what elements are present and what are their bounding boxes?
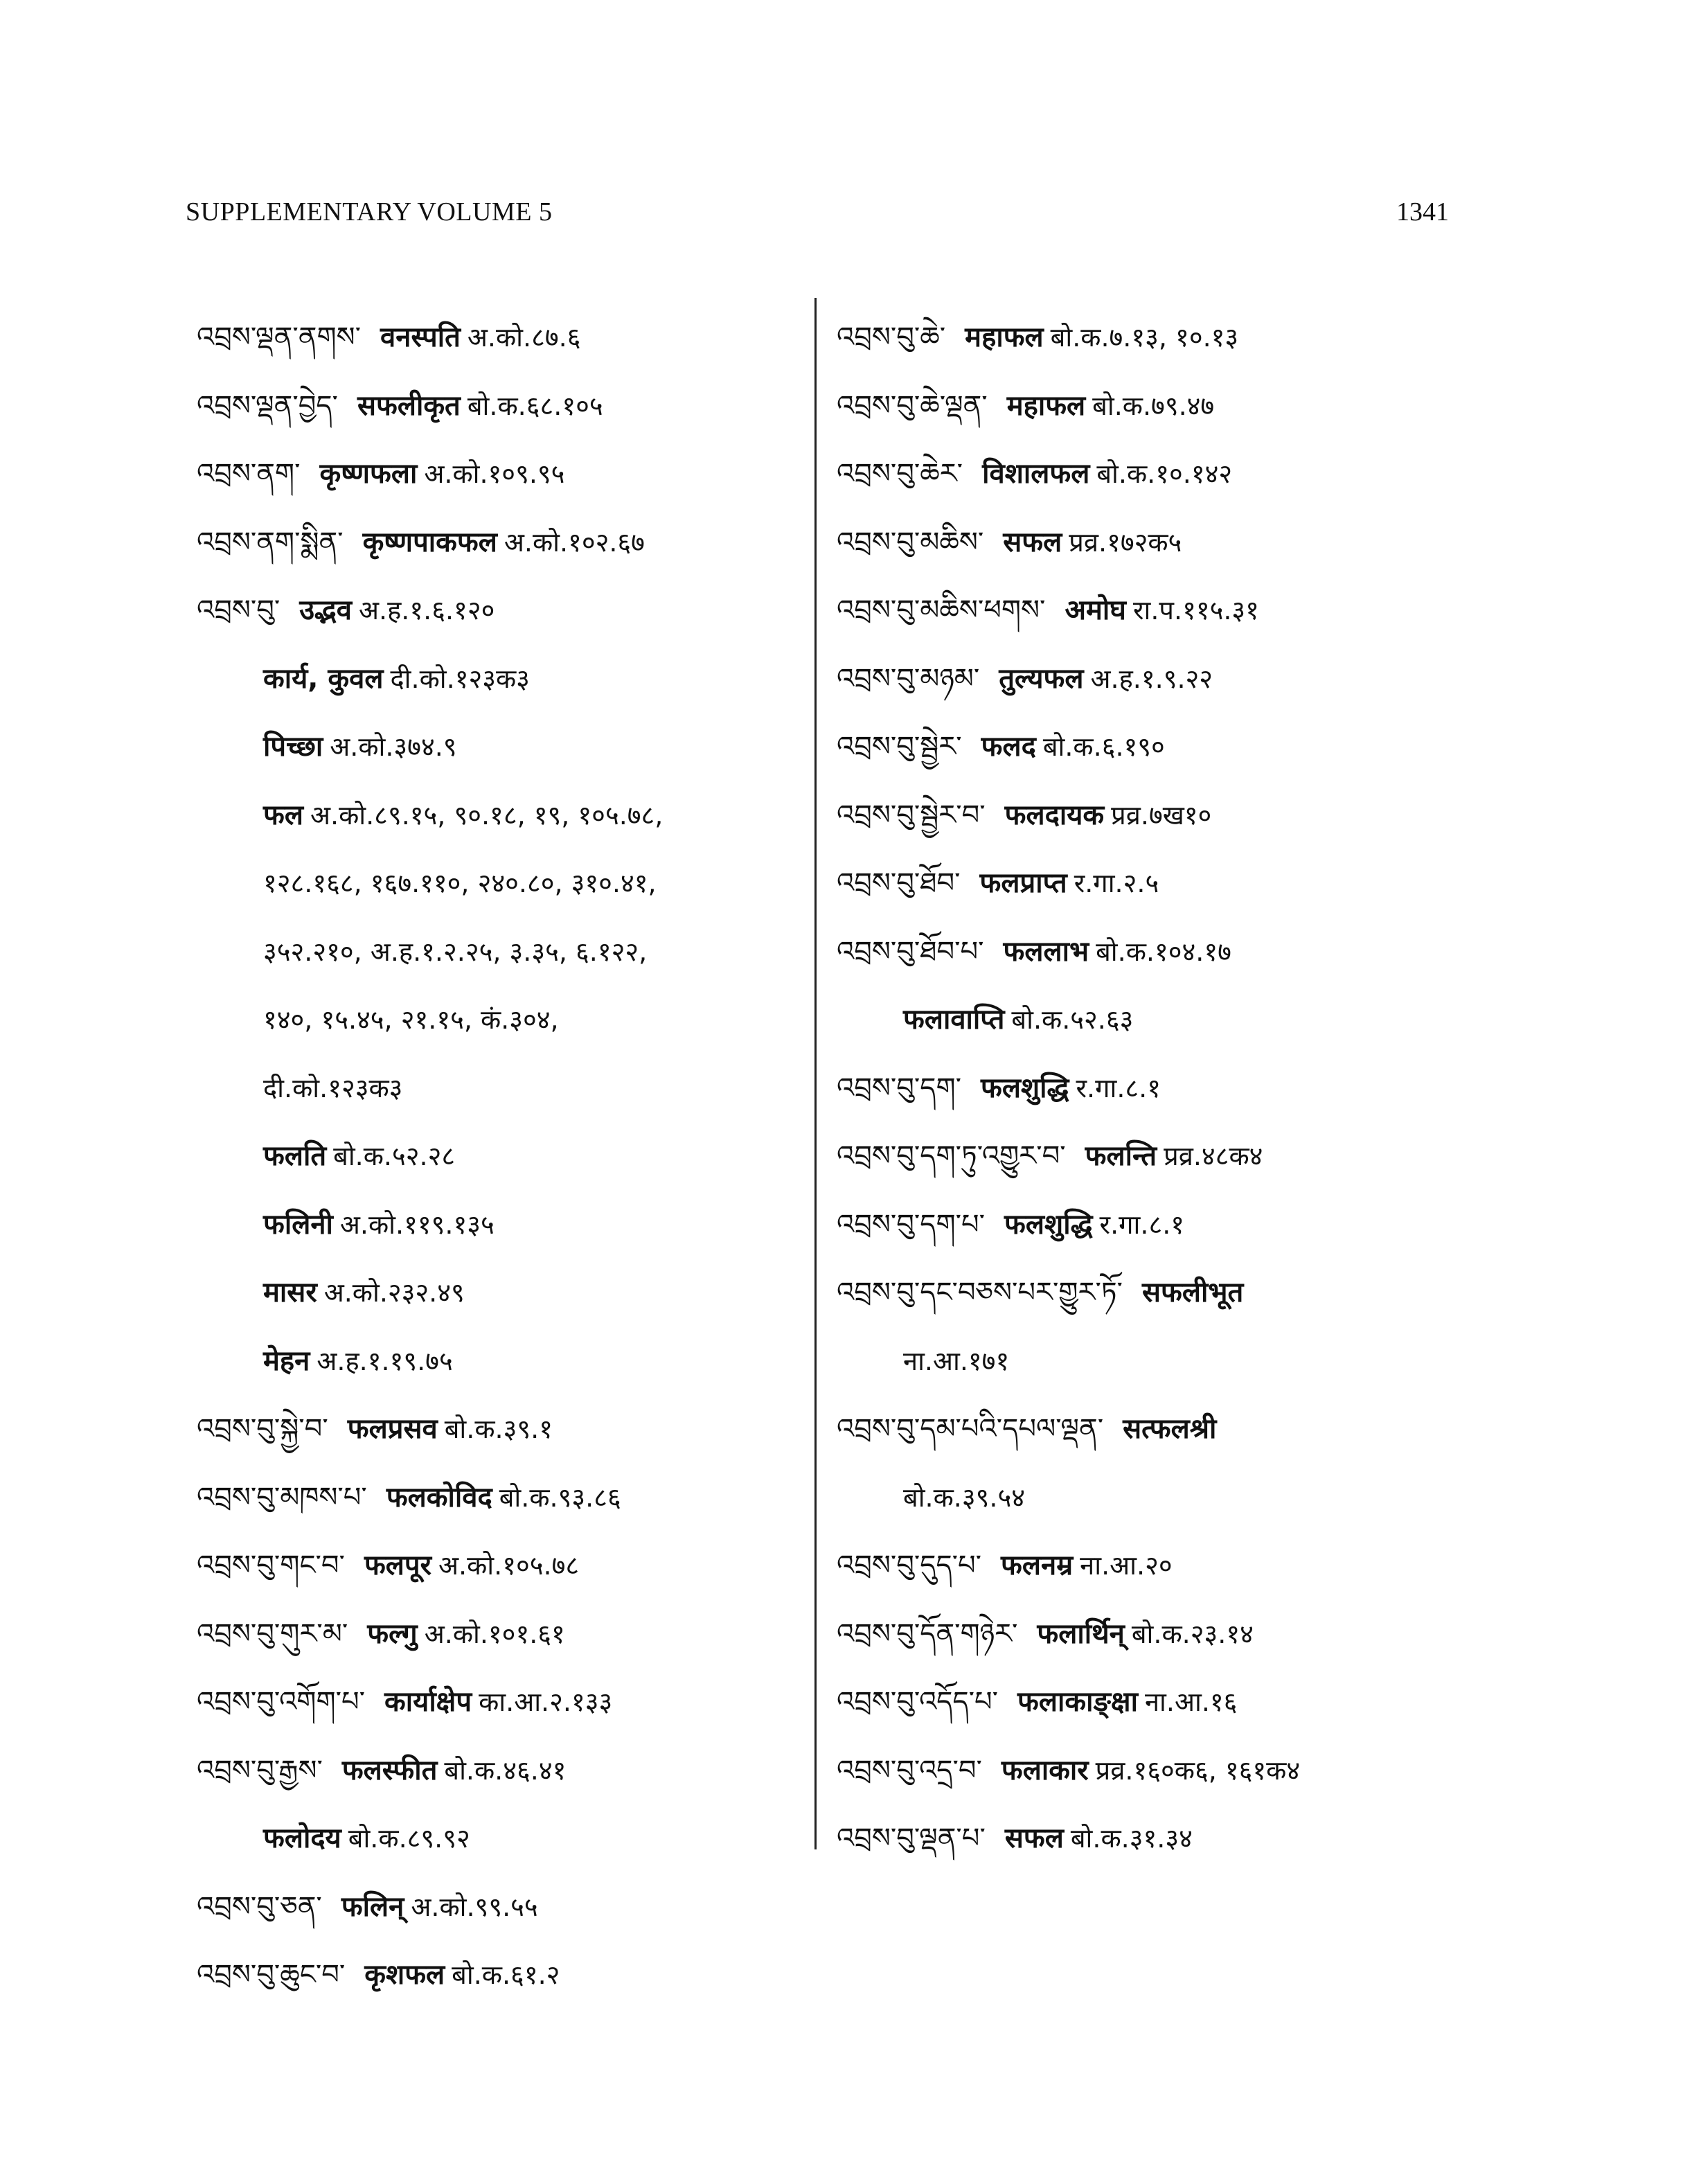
source-reference: अ.को.११९.१३५ <box>339 1209 495 1240</box>
sanskrit-equivalent: फलशुद्धि <box>981 1072 1069 1104</box>
dictionary-entry <box>837 508 1460 577</box>
tibetan-headword: འབྲས་བུ་དག་པ་ <box>837 1208 986 1241</box>
tibetan-headword: འབྲས་ལྡན་ནགས་ <box>197 321 361 353</box>
dictionary-entry <box>197 1395 820 1464</box>
entry-continuation <box>197 1259 820 1327</box>
source-reference: अ.ह.१.६.१२० <box>359 595 495 625</box>
tibetan-headword: འབྲས་བུ་སྐྱེ་བ་ <box>197 1413 328 1445</box>
dictionary-entry <box>197 1600 820 1669</box>
tibetan-headword: འབྲས་བུ་མཁས་པ་ <box>197 1481 367 1513</box>
source-reference: र.गा.८.१ <box>1076 1072 1161 1103</box>
sanskrit-equivalent: फलन्ति <box>1085 1140 1157 1172</box>
dictionary-entry <box>197 372 820 441</box>
sanskrit-equivalent: फल्गु <box>367 1617 418 1650</box>
dictionary-entry <box>837 1054 1460 1123</box>
page-number: 1341 <box>1396 197 1449 227</box>
tibetan-headword: འབྲས་བུ་དང་བཅས་པར་གྱུར་ཏོ་ <box>837 1277 1123 1308</box>
dictionary-entry <box>837 1804 1460 1873</box>
dictionary-entry <box>837 1532 1460 1600</box>
entry-continuation <box>197 986 820 1054</box>
entry-continuation <box>197 1054 820 1123</box>
sanskrit-equivalent: फलिन् <box>341 1890 404 1923</box>
dictionary-entry <box>837 303 1460 372</box>
source-reference: अ.को.१०२.६७ <box>504 526 645 558</box>
dictionary-entry <box>197 1941 820 2009</box>
tibetan-headword: འབྲས་བུ་འདོད་པ་ <box>837 1686 999 1718</box>
sanskrit-equivalent: विशालफल <box>982 458 1090 490</box>
dictionary-entry <box>837 1191 1460 1259</box>
tibetan-headword: འབྲས་བུ་ཆེར་ <box>837 458 963 490</box>
source-reference: बो.क.९३.८६ <box>499 1482 621 1513</box>
source-reference: प्रव्र.१६०क६, १६१क४ <box>1095 1755 1301 1786</box>
tibetan-headword: འབྲས་བུ་སྦྱེར་ <box>837 731 962 763</box>
sanskrit-equivalent: कृशफल <box>364 1959 445 1991</box>
source-reference: अ.ह.१.१९.७५ <box>317 1345 453 1376</box>
dictionary-entry <box>837 918 1460 986</box>
tibetan-headword: འབྲས་བུ་མཆིས་ <box>837 526 984 558</box>
tibetan-headword: འབྲས་བུ་དོན་གཉེར་ <box>837 1617 1018 1650</box>
tibetan-headword: འབྲས་བུ་གུར་མ་ <box>197 1617 348 1650</box>
running-head <box>186 197 1449 231</box>
dictionary-entry <box>837 713 1460 781</box>
dictionary-entry <box>837 1395 1460 1464</box>
tibetan-headword: འབྲས་བུ་མཆིས་ཕགས་ <box>837 594 1046 626</box>
dictionary-entry <box>837 1737 1460 1805</box>
tibetan-headword: འབྲས་བུ་དུད་པ་ <box>837 1550 982 1581</box>
sanskrit-equivalent: कृष्णफला <box>319 458 418 490</box>
sanskrit-equivalent: महाफल <box>1006 389 1086 422</box>
entry-continuation <box>837 986 1460 1054</box>
sanskrit-equivalent: फलशुद्धि <box>1004 1208 1093 1241</box>
sanskrit-equivalent: फलस्फीत <box>341 1754 438 1786</box>
source-reference: प्रव्र.४८क४ <box>1164 1141 1263 1171</box>
entry-continuation <box>197 1122 820 1191</box>
entry-continuation <box>197 1327 820 1396</box>
tibetan-headword: འབྲས་བུ་གང་བ་ <box>197 1550 345 1581</box>
dictionary-entry <box>837 1668 1460 1737</box>
source-reference: बो.क.३९.१ <box>444 1414 553 1444</box>
sanskrit-equivalent: फलति <box>263 1140 327 1172</box>
tibetan-headword: འབྲས་ནག་ <box>197 458 301 490</box>
source-reference: बो.क.६.१९० <box>1042 731 1165 762</box>
dictionary-entry <box>837 576 1460 645</box>
dictionary-entry <box>837 372 1460 441</box>
source-reference: अ.को.१०९.९५ <box>424 459 565 489</box>
entry-continuation <box>197 781 820 850</box>
dictionary-entry <box>197 440 820 508</box>
sanskrit-equivalent: फलार्थिन् <box>1037 1617 1125 1650</box>
tibetan-headword: འབྲས་བུ་ཆེ་ལྡན་ <box>837 389 988 422</box>
source-reference: ना.आ.२० <box>1080 1550 1173 1581</box>
tibetan-headword: འབྲས་བུ་ཆེ་ <box>837 321 946 353</box>
tibetan-headword: འབྲས་བུ་ཐོབ་ <box>837 867 961 899</box>
source-reference: दी.को.१२३क३ <box>390 663 530 694</box>
source-reference: बो.क.५२.६३ <box>1011 1004 1134 1035</box>
dictionary-entry <box>837 1259 1460 1327</box>
sanskrit-equivalent: मासर <box>263 1277 317 1308</box>
sanskrit-equivalent: फलिनी <box>263 1208 333 1241</box>
sanskrit-equivalent: सफलीकृत <box>357 389 461 422</box>
entry-continuation <box>197 1191 820 1259</box>
reference-continuation: १२८.१६८, १६७.११०, २४०.८०, ३१०.४१, <box>263 868 657 898</box>
reference-continuation: बो.क.३९.५४ <box>903 1482 1026 1513</box>
tibetan-headword: འབྲས་བུ་དམ་པའི་དཔལ་ལྡན་ <box>837 1413 1104 1445</box>
entry-continuation <box>197 849 820 918</box>
entry-continuation <box>837 1327 1460 1396</box>
reference-continuation: दी.को.१२३क३ <box>263 1072 403 1103</box>
reference-continuation: १४०, १५.४५, २१.१५, कं.३०४, <box>263 1004 559 1035</box>
sanskrit-equivalent: अमोघ <box>1065 594 1126 626</box>
sanskrit-equivalent: कार्य, कुवल <box>263 662 384 695</box>
left-column <box>197 303 820 2009</box>
entry-continuation <box>197 645 820 713</box>
tibetan-headword: འབྲས་བུ་ <box>197 594 280 626</box>
dictionary-entry <box>837 440 1460 508</box>
dictionary-entry <box>837 1600 1460 1669</box>
entry-continuation <box>197 1804 820 1873</box>
source-reference: अ.को.८७.६ <box>467 322 581 353</box>
source-reference: र.गा.८.१ <box>1099 1209 1185 1240</box>
sanskrit-equivalent: फलावाप्ति <box>903 1004 1005 1036</box>
reference-continuation: ना.आ.१७१ <box>903 1345 1010 1376</box>
sanskrit-equivalent: महाफल <box>965 321 1044 353</box>
source-reference: अ.को.८९.१५, ९०.१८, १९, १०५.७८, <box>310 799 664 831</box>
dictionary-entry <box>837 645 1460 713</box>
source-reference: बो.क.७.१३, १०.१३ <box>1050 322 1239 353</box>
sanskrit-equivalent: उद्भव <box>299 594 353 626</box>
tibetan-headword: འབྲས་བུ་འདྲ་བ་ <box>837 1754 982 1786</box>
source-reference: बो.क.६१.२ <box>452 1960 560 1990</box>
source-reference: बो.क.२३.१४ <box>1131 1618 1254 1649</box>
source-reference: का.आ.२.१३३ <box>479 1687 613 1717</box>
right-column <box>837 303 1460 1873</box>
source-reference: प्रव्र.७ख१० <box>1111 799 1212 831</box>
source-reference: बो.क.३१.३४ <box>1070 1823 1193 1854</box>
source-reference: बो.क.५२.२८ <box>333 1141 456 1171</box>
entry-continuation <box>197 713 820 781</box>
sanskrit-equivalent: फल <box>263 799 303 831</box>
sanskrit-equivalent: फलपूर <box>364 1550 432 1581</box>
dictionary-entry <box>837 1122 1460 1191</box>
source-reference: रा.प.११५.३१ <box>1132 595 1259 625</box>
source-reference: प्रव्र.१७२क५ <box>1069 526 1182 558</box>
dictionary-entry <box>197 1464 820 1532</box>
dictionary-entry <box>837 849 1460 918</box>
tibetan-headword: འབྲས་བུ་མཉམ་ <box>837 662 980 695</box>
sanskrit-equivalent: कार्याक्षेप <box>384 1686 472 1718</box>
source-reference: बो.क.७९.४७ <box>1092 390 1215 421</box>
source-reference: अ.ह.१.९.२२ <box>1090 663 1213 694</box>
dictionary-entry <box>197 576 820 645</box>
sanskrit-equivalent: फललाभ <box>1003 935 1089 968</box>
sanskrit-equivalent: फलप्राप्त <box>979 867 1067 899</box>
source-reference: बो.क.६८.१०५ <box>467 390 603 421</box>
dictionary-entry <box>197 303 820 372</box>
tibetan-headword: འབྲས་ལྡན་བྱེད་ <box>197 389 338 422</box>
tibetan-headword: འབྲས་བུ་ཅན་ <box>197 1890 322 1923</box>
source-reference: र.गा.२.५ <box>1074 868 1159 898</box>
sanskrit-equivalent: फलप्रसव <box>347 1413 438 1445</box>
source-reference: बो.क.१०४.१७ <box>1096 936 1231 967</box>
column-divider <box>814 298 817 1849</box>
sanskrit-equivalent: सफल <box>1003 526 1062 558</box>
sanskrit-equivalent: सत्फलश्री <box>1123 1413 1217 1445</box>
sanskrit-equivalent: तुल्यफल <box>999 662 1084 695</box>
tibetan-headword: འབྲས་བུ་ཐོབ་པ་ <box>837 935 984 968</box>
dictionary-entry <box>197 1532 820 1600</box>
dictionary-entry <box>197 1668 820 1737</box>
tibetan-headword: འབྲས་བུ་ཆུང་བ་ <box>197 1959 346 1991</box>
sanskrit-equivalent: फलदायक <box>1004 799 1105 831</box>
source-reference: बो.क.८९.९२ <box>348 1823 470 1854</box>
source-reference: अ.को.२३२.४९ <box>323 1277 465 1308</box>
entry-continuation <box>197 918 820 986</box>
sanskrit-equivalent: फलाकार <box>1001 1754 1089 1786</box>
source-reference: अ.को.९९.५५ <box>411 1891 538 1922</box>
tibetan-headword: འབྲས་བུ་འགོག་པ་ <box>197 1686 366 1718</box>
tibetan-headword: འབྲས་བུ་ལྡན་པ་ <box>837 1822 986 1854</box>
sanskrit-equivalent: मेहन <box>263 1344 310 1377</box>
sanskrit-equivalent: कृष्णपाकफल <box>362 526 497 558</box>
tibetan-headword: འབྲས་བུ་དག་ཏུ་འགྱུར་བ་ <box>837 1140 1066 1172</box>
sanskrit-equivalent: वनस्पति <box>380 321 461 353</box>
tibetan-headword: འབྲས་ནག་སྨིན་ <box>197 526 344 558</box>
dictionary-entry <box>197 1873 820 1942</box>
source-reference: अ.को.१०१.६१ <box>424 1618 565 1649</box>
sanskrit-equivalent: फलाकाङ्क्षा <box>1017 1686 1138 1718</box>
tibetan-headword: འབྲས་བུ་དག་ <box>837 1072 961 1104</box>
sanskrit-equivalent: फलकोविद <box>386 1481 492 1513</box>
entry-continuation <box>837 1464 1460 1532</box>
sanskrit-equivalent: सफल <box>1004 1822 1064 1854</box>
reference-continuation: ३५२.२१०, अ.ह.१.२.२५, ३.३५, ६.१२२, <box>263 936 648 967</box>
source-reference: अ.को.३७४.९ <box>330 731 457 762</box>
dictionary-entry <box>197 1737 820 1805</box>
volume-title: SUPPLEMENTARY VOLUME 5 <box>186 197 553 227</box>
sanskrit-equivalent: फलद <box>981 731 1036 763</box>
source-reference: ना.आ.१६ <box>1144 1687 1238 1717</box>
source-reference: बो.क.४६.४१ <box>444 1755 567 1786</box>
sanskrit-equivalent: पिच्छा <box>263 731 323 763</box>
tibetan-headword: འབྲས་བུ་རྒྱས་ <box>197 1754 323 1786</box>
tibetan-headword: འབྲས་བུ་སྦྱེར་བ་ <box>837 799 986 831</box>
sanskrit-equivalent: फलनम्र <box>1001 1550 1074 1581</box>
sanskrit-equivalent: सफलीभूत <box>1141 1277 1244 1308</box>
source-reference: अ.को.१०५.७८ <box>438 1550 580 1581</box>
source-reference: बो.क.१०.१४२ <box>1096 459 1233 489</box>
dictionary-entry <box>837 781 1460 850</box>
dictionary-entry <box>197 508 820 577</box>
sanskrit-equivalent: फलोदय <box>263 1822 341 1854</box>
